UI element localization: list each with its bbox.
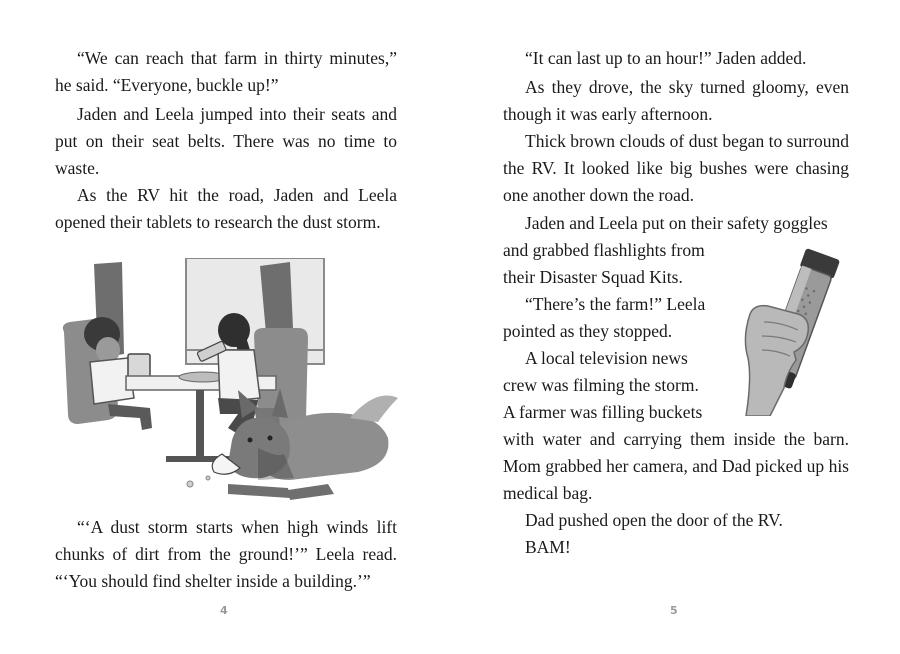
left-paragraph-2: Jaden and Leela jumped into their seats and put on their seat belts. There was no time to waste. bbox=[55, 104, 397, 178]
right-line-crew: crew was filming the storm. bbox=[503, 375, 699, 395]
right-line-pointed: pointed as they stopped. bbox=[503, 321, 673, 341]
right-paragraph-1: “It can last up to an hour!” Jaden added. bbox=[525, 48, 807, 68]
left-paragraph-3: As the RV hit the road, Jaden and Leela opened their tablets to research the dust storm. bbox=[55, 185, 397, 232]
right-line-local-news: A local television news bbox=[525, 348, 688, 368]
right-line-flashlights: and grabbed flashlights from bbox=[503, 240, 705, 260]
right-line-squad-kits: their Disaster Squad Kits. bbox=[503, 267, 683, 287]
left-paragraph-1: “We can reach that farm in thirty minutes,” he said. “Everyone, buckle up!” bbox=[55, 48, 397, 95]
right-line-goggles: Jaden and Leela put on their safety goggles bbox=[525, 213, 828, 233]
page-number-right: 5 bbox=[670, 604, 678, 617]
right-page bbox=[450, 0, 900, 654]
right-paragraph-buckets: with water and carrying them inside the barn. Mom grabbed her camera, and Dad picked up his medical bag. bbox=[503, 429, 849, 503]
page-number-left: 4 bbox=[220, 604, 228, 617]
left-paragraph-4: “‘A dust storm starts when high winds lift chunks of dirt from the ground!’” Leela read. “‘You should find shelter inside a building.’” bbox=[55, 517, 397, 591]
right-line-farm-quote: “There’s the farm!” Leela bbox=[525, 294, 706, 314]
right-paragraph-bam: BAM! bbox=[525, 537, 571, 557]
right-paragraph-3: Thick brown clouds of dust began to surround the RV. It looked like big bushes were chasing one another down the road. bbox=[503, 131, 849, 205]
right-paragraph-door: Dad pushed open the door of the RV. bbox=[525, 510, 783, 530]
right-line-farmer: A farmer was filling buckets bbox=[503, 402, 703, 422]
rv-kids-dog-illustration bbox=[58, 258, 403, 510]
hand-holding-flashlight-illustration bbox=[740, 248, 852, 416]
right-paragraph-2: As they drove, the sky turned gloomy, even though it was early afternoon. bbox=[503, 77, 849, 124]
